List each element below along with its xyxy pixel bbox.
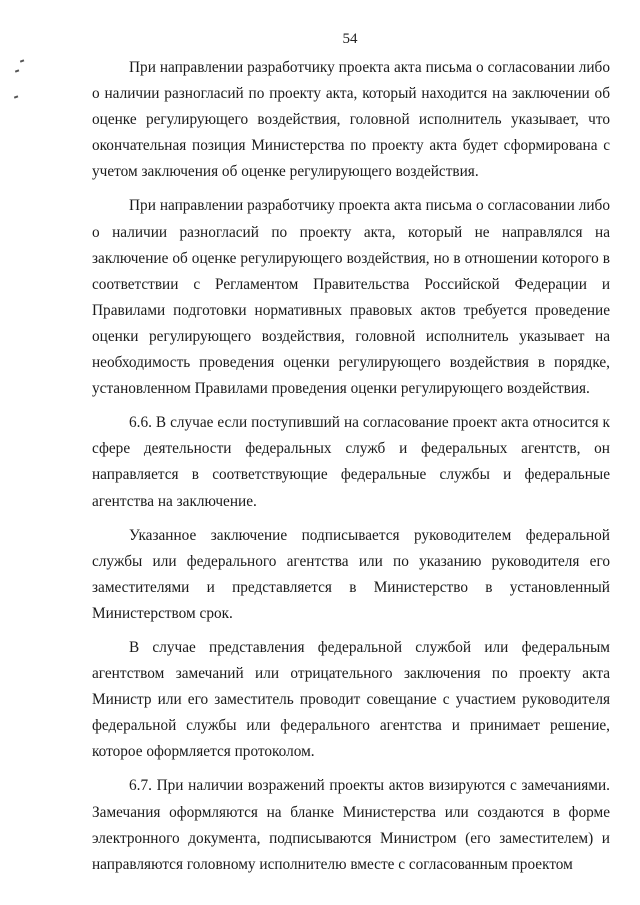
scan-speck [14, 95, 18, 98]
paragraph: 6.7. При наличии возражений проекты актов визируются с замечаниями. Замечания оформляются на бланке Министерства или создаются в форме электронного документа, подписываются Министром (его заместителем) и направляются головному исполнителю вместе с согласованным проектом [92, 777, 610, 873]
paragraph: В случае представления федеральной службой или федеральным агентством замечаний или отрицательного заключения по проекту акта Министр или его заместитель проводит совещание с участием руководителя федеральной службы или федерального агентства и принимает решение, которое оформляется протоколом. [92, 638, 610, 761]
paragraph: Указанное заключение подписывается руководителем федеральной службы или федерального агентства или по указанию руководителя его заместителями и представляется в Министерство в установленный Министерством срок. [92, 526, 610, 622]
body-text [92, 55, 610, 878]
scan-speck [15, 69, 19, 72]
page-number: 54 [342, 31, 358, 47]
paragraph: При направлении разработчику проекта акта письма о согласовании либо о наличии разногласий по проекту акта, который находится на заключении об оценке регулирующего воздействия, головной исполнитель указывает, что окончательная позиция Министерства по проекту акта будет сформирована с учетом заключения об оценке регулирующего воздействия. [92, 59, 610, 181]
paragraph: 6.6. В случае если поступивший на согласование проект акта относится к сфере деятельности федеральных служб и федеральных агентств, он направляется в соответствующие федеральные службы и федеральные агентства на заключение. [92, 414, 610, 510]
scan-speck [20, 59, 24, 62]
paragraph: При направлении разработчику проекта акта письма о согласовании либо о наличии разногласий по проекту акта, который не направлялся на заключение об оценке регулирующего воздействия, но в отношении которого в соответствии с Регламентом Правительства Российской Федерации и Правилами подготовки нормативных правовых актов требуется проведение оценки регулирующего воздействия, головной исполнитель указывает на необходимость проведения оценки регулирующего воздействия в порядке, установленном Правилами проведения оценки регулирующего воздействия. [92, 197, 610, 398]
